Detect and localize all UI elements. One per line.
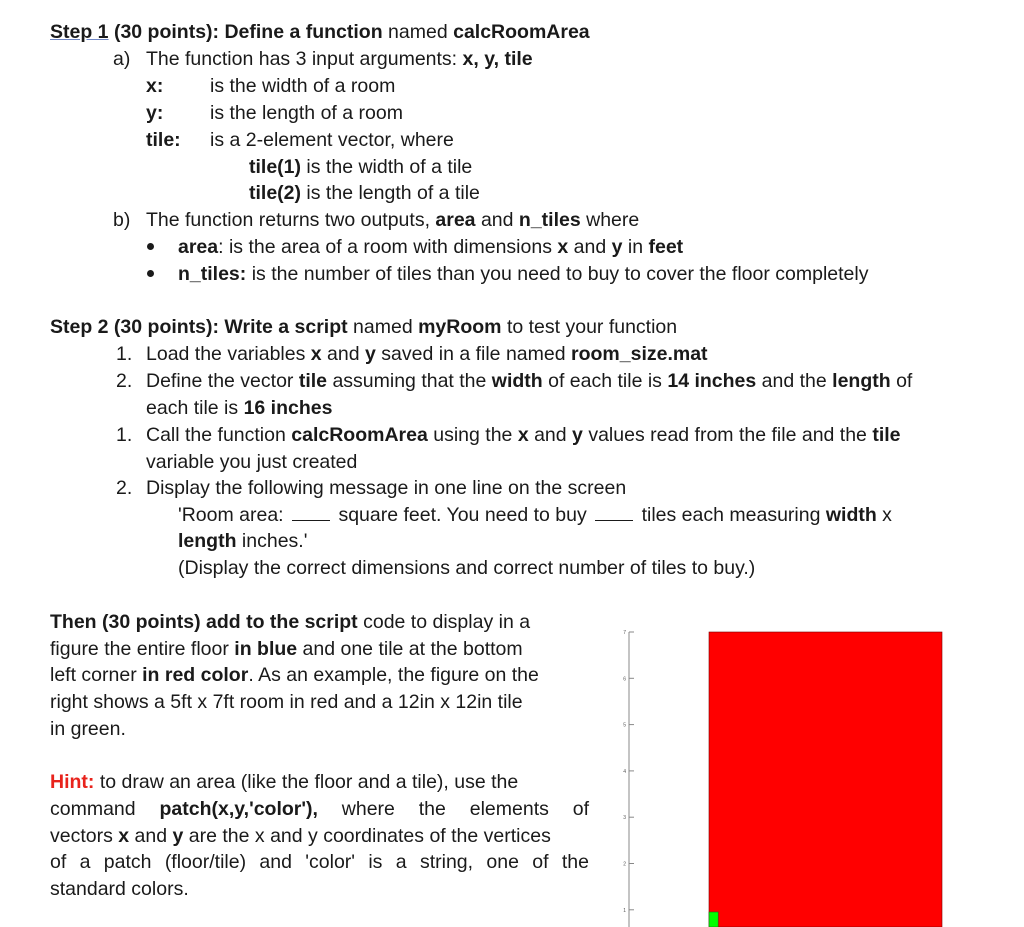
bullet-area xyxy=(178,235,683,259)
hint-line4 xyxy=(50,850,589,874)
tile2-line xyxy=(249,181,480,205)
step1-a-text xyxy=(146,47,533,71)
msg-text-2: square feet. You need to buy xyxy=(333,504,593,526)
hint-word: the xyxy=(418,798,446,820)
i3-and: and xyxy=(528,424,573,446)
x-desc: is the width of a room xyxy=(210,75,396,97)
bullet1-bold: area xyxy=(178,236,219,258)
bullet1-text: : is the area of a room with dimensions xyxy=(218,236,558,258)
msg-length: length xyxy=(178,530,237,552)
then-l1-text: code to display in a xyxy=(357,611,531,633)
then-l2-text-1: figure the entire floor xyxy=(50,638,235,660)
step2-heading xyxy=(50,315,677,339)
example-figure xyxy=(612,620,952,927)
i2-length: length xyxy=(832,370,891,392)
msg-text-4: inches.' xyxy=(236,530,308,552)
y-tick-label: 5 xyxy=(623,722,626,729)
x-label xyxy=(146,74,163,98)
i1-text-1: Load the variables xyxy=(146,343,311,365)
hint-word: of xyxy=(50,851,67,873)
y-desc: is the length of a room xyxy=(210,102,403,124)
tile-label-text: tile: xyxy=(146,129,181,151)
hint-l3-text-1: vectors xyxy=(50,825,119,847)
y-label xyxy=(146,101,163,125)
then-line2 xyxy=(50,637,523,661)
bullet1-and: and xyxy=(568,236,612,258)
hint-word: patch xyxy=(103,851,152,873)
i2-text-4: and the xyxy=(756,370,833,392)
bullet-dot xyxy=(147,270,154,277)
blank-area xyxy=(292,506,330,521)
then-line1 xyxy=(50,610,530,634)
i2-text-3: of each tile is xyxy=(542,370,668,392)
step2-title: Step 2 (30 points): Write a script xyxy=(50,316,348,338)
tile-patch xyxy=(709,912,718,927)
bullet-dot xyxy=(147,243,154,250)
then-line3 xyxy=(50,663,539,687)
blank-tiles xyxy=(595,506,633,521)
i2-l2-text: each tile is xyxy=(146,397,244,419)
step1-a-prefix: a) xyxy=(113,48,131,70)
hint-l1-text: to draw an area (like the floor and a tile), use the xyxy=(94,771,519,793)
bullet2-bold: n_tiles: xyxy=(178,263,247,285)
step1-heading xyxy=(50,20,590,44)
i2-14: 14 inches xyxy=(667,370,757,392)
i1-file: room_size.mat xyxy=(571,343,708,365)
y-tick-label: 4 xyxy=(623,768,626,775)
hint-word: of xyxy=(572,798,589,820)
tile2-bold: tile(2) xyxy=(249,182,302,204)
msg-text-1: 'Room area: xyxy=(178,504,290,526)
message-line2 xyxy=(178,529,307,553)
i2-text-1: Define the vector xyxy=(146,370,299,392)
b-area: area xyxy=(435,209,476,231)
hint-word: and xyxy=(259,851,292,873)
y-tick-label: 6 xyxy=(623,676,626,683)
item-number: 2. xyxy=(116,477,133,499)
hint-word: 'color' xyxy=(305,851,356,873)
tile-label xyxy=(146,128,181,152)
item-number: 1. xyxy=(116,343,133,365)
then-l3-text-2: . As an example, the figure on the xyxy=(248,664,539,686)
step2-item-define xyxy=(146,369,912,393)
step2-item-define-line2 xyxy=(146,396,332,420)
y-tick-label: 2 xyxy=(623,861,626,868)
hint-word: command xyxy=(50,798,136,820)
i1-text-2: saved in a file named xyxy=(375,343,571,365)
i2-text-5: of xyxy=(890,370,913,392)
y-label-text: y: xyxy=(146,102,164,124)
item-number: 2. xyxy=(116,370,133,392)
then-l3-text-1: left corner xyxy=(50,664,143,686)
bullet1-in: in xyxy=(622,236,649,258)
hint-line2 xyxy=(50,797,589,821)
script-name: myRoom xyxy=(418,316,502,338)
msg-text-3: tiles each measuring xyxy=(636,504,826,526)
hint-line3 xyxy=(50,824,551,848)
step2-item-display: Display the following message in one line on the screen xyxy=(146,477,627,499)
item-number: 1. xyxy=(116,424,133,446)
room-patch xyxy=(709,632,942,927)
then-line5: in green. xyxy=(50,718,126,740)
step2-title-t2: to test your function xyxy=(501,316,678,338)
b-and: and xyxy=(475,209,519,231)
i3-y: y xyxy=(572,424,583,446)
bullet-ntiles xyxy=(178,262,868,286)
hint-word: a xyxy=(79,851,91,873)
hint-word: where xyxy=(341,798,395,820)
step2-item-load xyxy=(146,342,708,366)
function-name: calcRoomArea xyxy=(453,21,590,43)
hint-word: a xyxy=(395,851,407,873)
bullet2-text: is the number of tiles than you need to buy to cover the floor completely xyxy=(246,263,869,285)
y-tick-label: 7 xyxy=(623,630,626,636)
i1-y: y xyxy=(365,343,376,365)
hint-l3-x: x xyxy=(118,825,130,847)
i3-text-2: using the xyxy=(427,424,518,446)
step2-title-t: named xyxy=(347,316,419,338)
b-where: where xyxy=(580,209,640,231)
hint-label: Hint: xyxy=(50,771,95,793)
y-tick-label: 1 xyxy=(623,907,626,914)
i3-tile: tile xyxy=(872,424,901,446)
msg-x: x xyxy=(876,504,892,526)
a-args: x, y, tile xyxy=(462,48,533,70)
i3-x: x xyxy=(517,424,529,446)
i3-text-3: values read from the file and the xyxy=(582,424,873,446)
tile1-line xyxy=(249,155,472,179)
step2-item-call xyxy=(146,423,901,447)
bullet1-feet: feet xyxy=(648,236,684,258)
hint-l3-and: and xyxy=(129,825,173,847)
step1-b-text xyxy=(146,208,639,232)
message-line1 xyxy=(178,503,892,527)
step1-b-prefix: b) xyxy=(113,209,131,231)
then-l3-bold: in red color xyxy=(142,664,249,686)
tile1-bold: tile(1) xyxy=(249,156,302,178)
i2-text-2: assuming that the xyxy=(327,370,492,392)
msg-width: width xyxy=(825,504,877,526)
step1-label: Step 1 xyxy=(50,21,109,43)
then-line4: right shows a 5ft x 7ft room in red and a 12in x 12in tile xyxy=(50,691,523,713)
i1-x: x xyxy=(310,343,322,365)
a-text: The function has 3 input arguments: xyxy=(146,48,463,70)
hint-word: of xyxy=(532,851,549,873)
hint-line5: standard colors. xyxy=(50,878,189,900)
i1-and: and xyxy=(321,343,366,365)
step2-item-call-line2: variable you just created xyxy=(146,451,358,473)
hint-word: string, xyxy=(419,851,474,873)
i2-width: width xyxy=(491,370,543,392)
b-text-1: The function returns two outputs, xyxy=(146,209,436,231)
bullet1-y: y xyxy=(611,236,623,258)
hint-word: is xyxy=(368,851,383,873)
then-l2-bold: in blue xyxy=(234,638,298,660)
hint-word: one xyxy=(486,851,519,873)
tile-desc: is a 2-element vector, where xyxy=(210,129,454,151)
step1-title-c: named xyxy=(382,21,454,43)
bullet1-x: x xyxy=(557,236,569,258)
display-note: (Display the correct dimensions and correct number of tiles to buy.) xyxy=(178,557,756,579)
hint-l3-text-2: are the x and y coordinates of the vertices xyxy=(183,825,551,847)
hint-l3-y: y xyxy=(172,825,184,847)
i3-fn: calcRoomArea xyxy=(291,424,428,446)
i2-16: 16 inches xyxy=(243,397,333,419)
hint-line1 xyxy=(50,770,518,794)
then-l2-text-2: and one tile at the bottom xyxy=(297,638,523,660)
step1-title-b: (30 points): Define a function xyxy=(108,21,383,43)
x-label-text: x: xyxy=(146,75,164,97)
hint-word: (floor/tile) xyxy=(164,851,247,873)
tile1-text: is the width of a tile xyxy=(301,156,473,178)
i3-text-1: Call the function xyxy=(146,424,292,446)
hint-word: elements xyxy=(469,798,549,820)
then-bold: Then (30 points) add to the script xyxy=(50,611,358,633)
patch-command: patch(x,y,'color'), xyxy=(159,798,318,820)
tile2-text: is the length of a tile xyxy=(301,182,480,204)
b-ntiles: n_tiles xyxy=(518,209,581,231)
hint-word: the xyxy=(561,851,589,873)
y-tick-label: 3 xyxy=(623,815,626,822)
i2-tile: tile xyxy=(298,370,328,392)
